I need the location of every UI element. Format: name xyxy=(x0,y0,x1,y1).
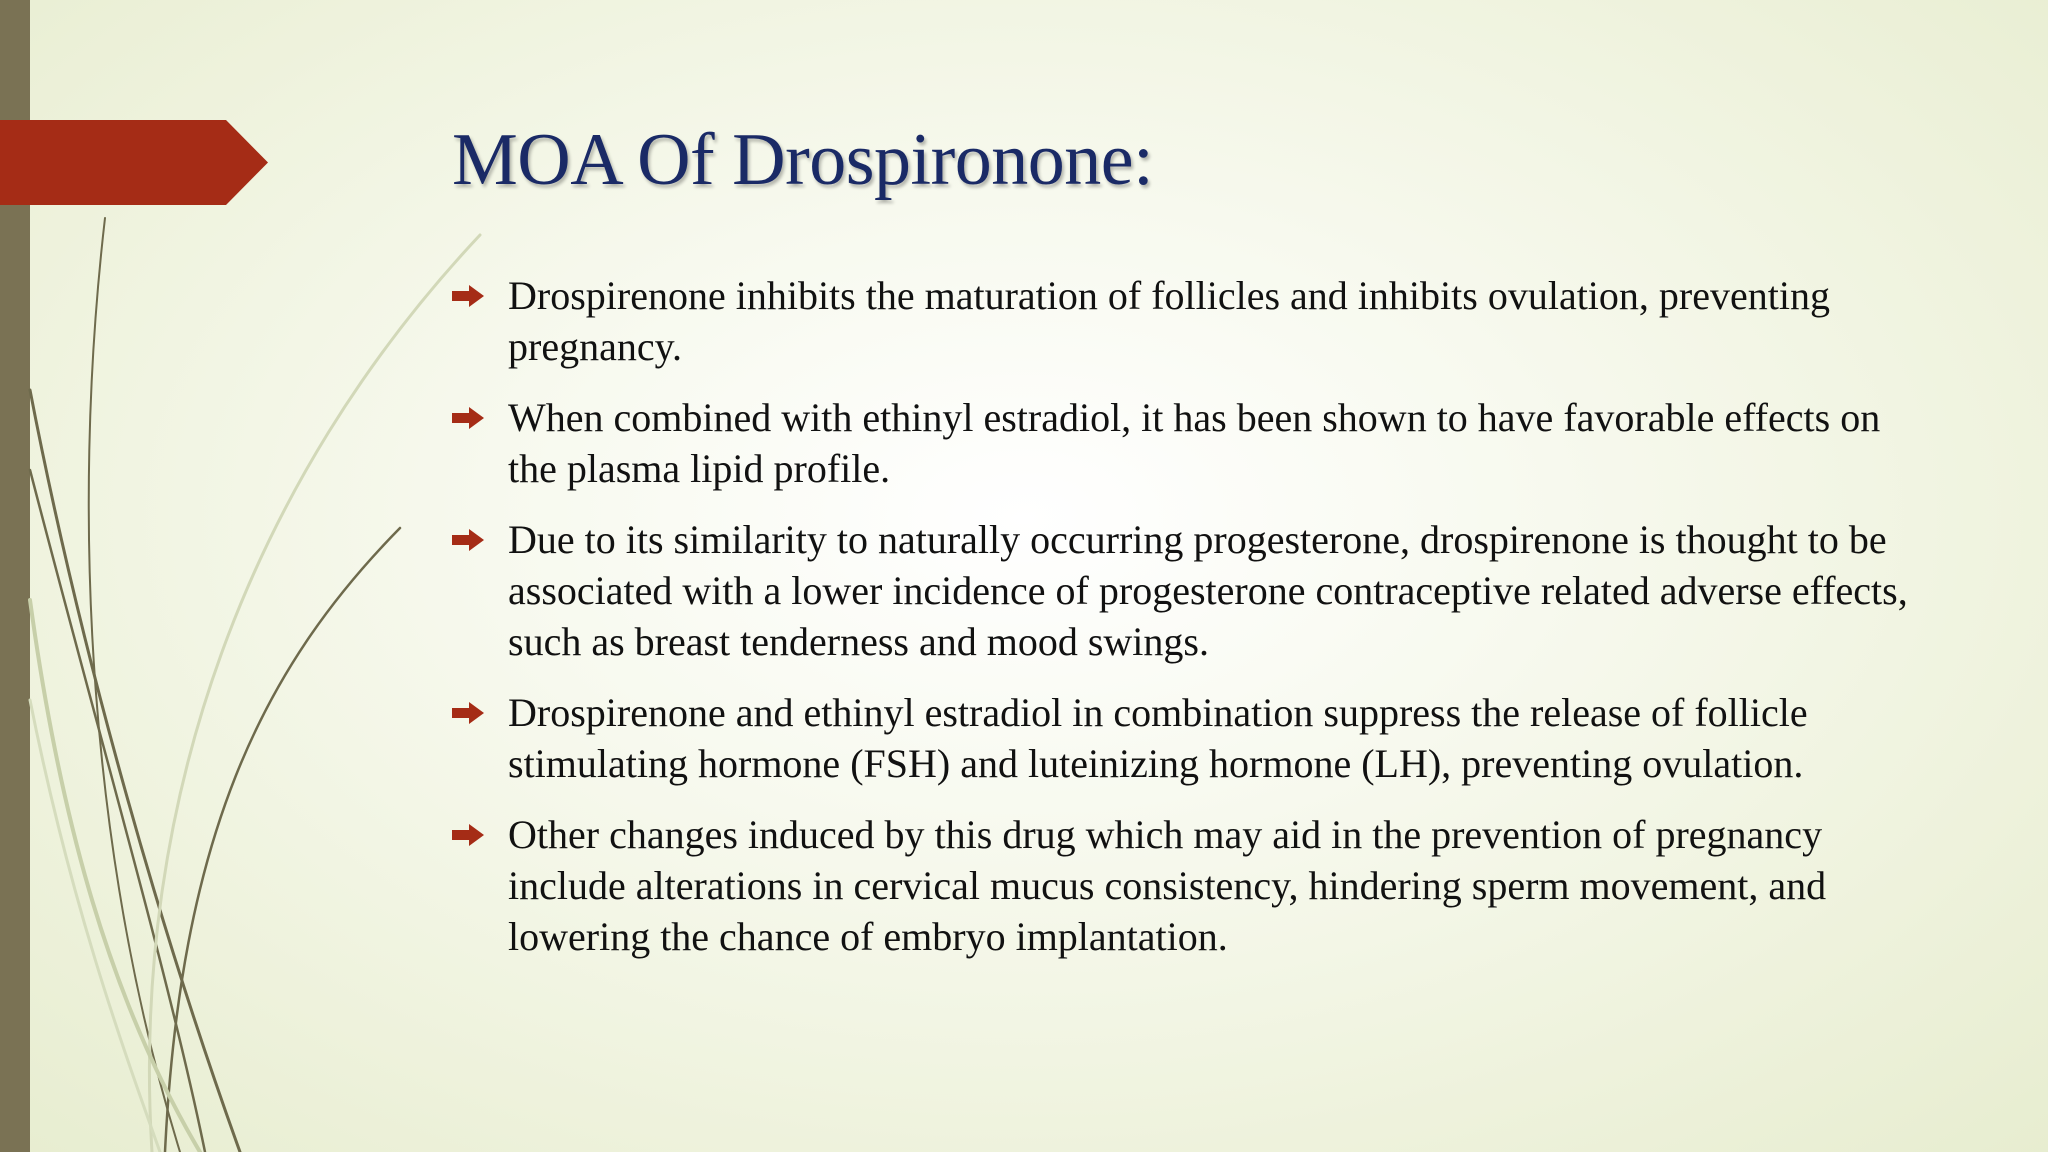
bullet-item-4 xyxy=(452,687,1922,789)
bullet-text-1: Drospirenone inhibits the maturation of follicles and inhibits ovulation, preventing pregnancy. xyxy=(508,273,1830,369)
bullet-item-2 xyxy=(452,392,1922,494)
bullet-text-3: Due to its similarity to naturally occurring progesterone, drospirenone is thought to be associated with a lower incidence of progesterone contraceptive related adverse effects, such as breast tenderness and mood swings. xyxy=(508,517,1908,664)
bullet-text-4: Drospirenone and ethinyl estradiol in combination suppress the release of follicle stimulating hormone (FSH) and luteinizing hormone (LH), preventing ovulation. xyxy=(508,690,1808,786)
slide-title: MOA Of Drospironone: xyxy=(452,119,1154,201)
bullet-item-3 xyxy=(452,514,1922,667)
right-arrow-bullet-icon xyxy=(452,270,508,321)
bullet-item-1 xyxy=(452,270,1922,372)
right-arrow-bullet-icon xyxy=(452,687,508,738)
right-arrow-bullet-icon xyxy=(452,392,508,443)
right-arrow-bullet-icon xyxy=(452,809,508,860)
bullet-text-2: When combined with ethinyl estradiol, it has been shown to have favorable effects on the plasma lipid profile. xyxy=(508,395,1881,491)
bullet-text-5: Other changes induced by this drug which may aid in the prevention of pregnancy include alterations in cervical mucus consistency, hindering sperm movement, and lowering the chance of embryo implantation. xyxy=(508,812,1827,959)
bullet-list xyxy=(452,270,1922,982)
bullet-item-5 xyxy=(452,809,1922,962)
right-arrow-bullet-icon xyxy=(452,514,508,565)
